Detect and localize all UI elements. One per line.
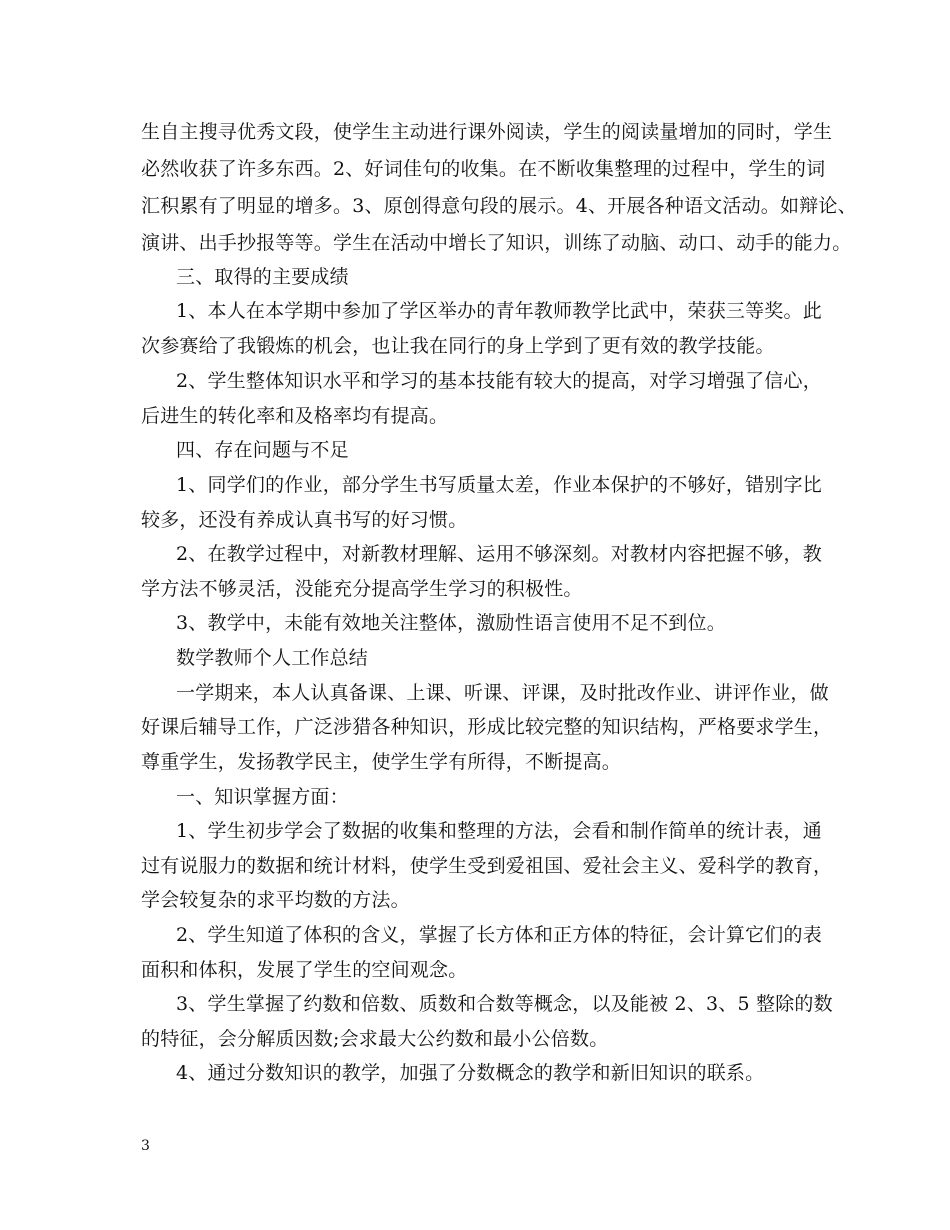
text-line: 1、本人在本学期中参加了学区举办的青年教师教学比武中，荣获三等奖。此 (176, 300, 822, 322)
text-line: 过有说服力的数据和统计材料，使学生受到爱祖国、爱社会主义、爱科学的教育， (141, 855, 833, 877)
text-line: 面积和体积，发展了学生的空间观念。 (141, 959, 468, 981)
text-line: 学方法不够灵活，没能充分提高学生学习的积极性。 (141, 578, 583, 600)
page-number: 3 (141, 1138, 150, 1154)
text-line: 演讲、出手抄报等等。学生在活动中增长了知识，训练了动脑、动口、动手的能力。 (141, 232, 852, 254)
text-line: 必然收获了许多东西。2、好词佳句的收集。在不断收集整理的过程中，学生的词 (141, 158, 826, 180)
text-line: 2、在教学过程中，对新教材理解、运用不够深刻。对教材内容把握不够，教 (176, 543, 822, 565)
text-line: 1、同学们的作业，部分学生书写质量太差，作业本保护的不够好，错别字比 (176, 474, 822, 496)
text-line: 好课后辅导工作，广泛涉猎各种知识，形成比较完整的知识结构，严格要求学生， (141, 716, 833, 738)
text-line: 3、学生掌握了约数和倍数、质数和合数等概念，以及能被 2、3、5 整除的数 (176, 993, 833, 1015)
text-line: 汇积累有了明显的增多。3、原创得意句段的展示。4、开展各种语文活动。如辩论、 (141, 195, 857, 217)
text-line: 的特征，会分解质因数;会求最大公约数和最小公倍数。 (141, 1028, 609, 1050)
text-line: 一学期来，本人认真备课、上课、听课、评课，及时批改作业、讲评作业，做 (176, 682, 829, 704)
text-line: 2、学生知道了体积的含义，掌握了长方体和正方体的特征，会计算它们的表 (176, 924, 822, 946)
section-heading: 三、取得的主要成绩 (176, 266, 349, 288)
section-heading: 四、存在问题与不足 (176, 439, 349, 461)
text-line: 次参赛给了我锻炼的机会，也让我在同行的身上学到了更有效的教学技能。 (141, 335, 775, 357)
text-line: 2、学生整体知识水平和学习的基本技能有较大的提高，对学习增强了信心， (176, 370, 822, 392)
document-title: 数学教师个人工作总结 (176, 647, 369, 669)
section-heading: 一、知识掌握方面： (176, 786, 349, 808)
text-line: 学会较复杂的求平均数的方法。 (141, 889, 410, 911)
text-line: 3、教学中，未能有效地关注整体，激励性语言使用不足不到位。 (176, 612, 726, 634)
text-line: 较多，还没有养成认真书写的好习惯。 (141, 509, 468, 531)
text-line: 4、通过分数知识的教学，加强了分数概念的教学和新旧知识的联系。 (176, 1062, 765, 1084)
text-line: 尊重学生，发扬教学民主，使学生学有所得，不断提高。 (141, 751, 622, 773)
text-line: 生自主搜寻优秀文段，使学生主动进行课外阅读，学生的阅读量增加的同时，学生 (141, 121, 833, 143)
text-line: 后进生的转化率和及格率均有提高。 (141, 405, 449, 427)
text-line: 1、学生初步学会了数据的收集和整理的方法，会看和制作简单的统计表，通 (176, 820, 822, 842)
